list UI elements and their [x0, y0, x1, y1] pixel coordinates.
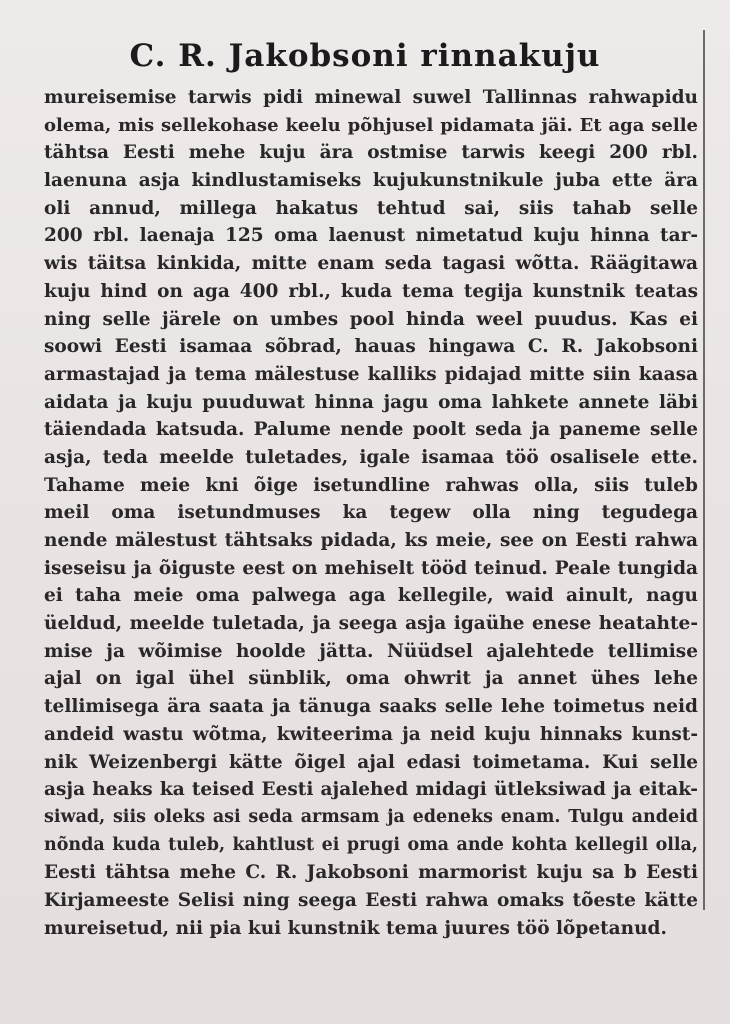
text-line: tellimisega ära saata ja tänuga saaks selle lehe toimetus neid — [44, 696, 698, 718]
text-line: mureisemise tarwis pidi minewal suwel Tallinnas rahwapidu — [44, 87, 698, 108]
text-line: oli annud, millega hakatus tehtud sai, siis tahab selle — [44, 197, 698, 219]
text-line: tähtsa Eesti mehe kuju ära ostmise tarwis keegi 200 rbl. — [44, 142, 698, 164]
text-line: kuju hind on aga 400 rbl., kuda tema tegija kunstnik teatas — [44, 280, 698, 302]
text-line: 200 rbl. laenaja 125 oma laenust nimetatud kuju hinna tar- — [44, 225, 698, 247]
text-line: Tahame meie kni õige isetundline rahwas olla, siis tuleb — [44, 474, 698, 496]
column-rule — [703, 30, 705, 910]
text-line: Kirjameeste Selisi ning seega Eesti rahwa omaks tõeste kätte — [44, 889, 698, 911]
article-body — [44, 84, 698, 942]
text-line: andeid wastu wõtma, kwiteerima ja neid kuju hinnaks kunst- — [44, 723, 698, 745]
text-line: nende mälestust tähtsaks pidada, ks meie, see on Eesti rahwa — [44, 530, 698, 551]
text-line: ajal on igal ühel sünblik, oma ohwrit ja annet ühes lehe — [44, 668, 698, 690]
text-line: mureisetud, nii pia kui kunstnik tema juures töö lõpetanud. — [44, 917, 667, 939]
text-line: ning selle järele on umbes pool hinda weel puudus. Kas ei — [44, 308, 698, 330]
text-line: mise ja wõimise hoolde jätta. Nüüdsel ajalehtede tellimise — [44, 640, 698, 662]
text-line: meil oma isetundmuses ka tegew olla ning tegudega — [44, 502, 698, 524]
article-title: C. R. Jakobsoni rinnakuju — [129, 38, 601, 74]
text-line: iseseisu ja õiguste eest on mehiselt tööd teinud. Peale tungida — [44, 557, 698, 579]
text-line: ei taha meie oma palwega aga kellegile, waid ainult, nagu — [44, 585, 698, 607]
text-line: armastajad ja tema mälestuse kalliks pidajad mitte siin kaasa — [44, 363, 698, 385]
text-line: laenuna asja kindlustamiseks kujukunstnikule juba ette ära — [44, 170, 698, 192]
text-line: asja, teda meelde tuletades, igale isamaa töö osalisele ette. — [44, 446, 698, 468]
text-line: aidata ja kuju puuduwat hinna jagu oma lahkete annete läbi — [44, 391, 698, 413]
text-line: wis täitsa kinkida, mitte enam seda tagasi wõtta. Räägitawa — [44, 253, 698, 275]
text-line: üeldud, meelde tuletada, ja seega asja igaühe enese heatahte- — [44, 613, 698, 635]
text-line: asja heaks ka teised Eesti ajalehed midagi ütleksiwad ja eitak- — [44, 779, 698, 801]
text-line: soowi Eesti isamaa sõbrad, hauas hingawa C. R. Jakobsoni — [44, 336, 698, 358]
text-line: siwad, siis oleks asi seda armsam ja edeneks enam. Tulgu andeid — [44, 806, 698, 827]
text-line: Eesti tähtsa mehe C. R. Jakobsoni marmorist kuju sa b Eesti — [44, 862, 698, 884]
text-line: nõnda kuda tuleb, kahtlust ei prugi oma ande kohta kellegil olla, — [44, 834, 698, 855]
text-line: täiendada katsuda. Palume nende poolt seda ja paneme selle — [44, 419, 698, 441]
text-line: nik Weizenbergi kätte õigel ajal edasi toimetama. Kui selle — [44, 751, 698, 773]
text-line: olema, mis sellekohase keelu põhjusel pidamata jäi. Et aga selle — [44, 114, 698, 136]
